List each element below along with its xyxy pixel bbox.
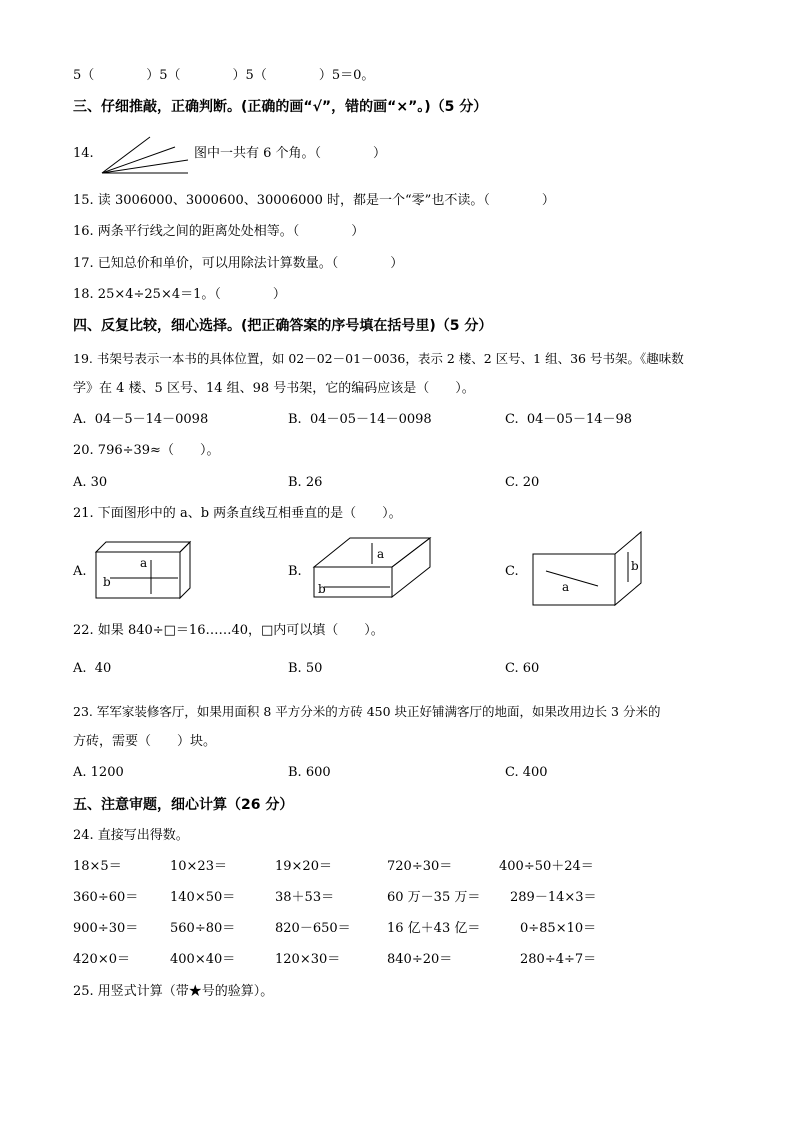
q22-option-c: C. 60 [505,661,540,676]
q25: 25. 用竖式计算（带★号的验算）。 [73,984,274,999]
calc-item: 120×30＝ [275,952,341,967]
q21-option-a: A. [73,564,87,579]
q23-line2: 方砖，需要（ ）块。 [73,734,217,749]
figure-b-slab [312,537,432,599]
q14-number: 14. [73,146,94,161]
figure-c-folded-planes [532,530,644,606]
q16: 16. 两条平行线之间的距离处处相等。（ ） [73,224,365,239]
calc-item: 420×0＝ [73,952,130,967]
calc-item: 38＋53＝ [275,890,335,905]
q15: 15. 读 3006000、3000600、30006000 时，都是一个“零”也不读。（ ） [73,193,555,208]
fill-blank-line: 5（ ）5（ ）5（ ）5＝0。 [73,68,375,83]
section-4-title: 四、反复比较，细心选择。(把正确答案的序号填在括号里)（5 分） [73,318,493,334]
calc-item: 900÷30＝ [73,921,139,936]
q22-option-b: B. 50 [288,661,323,676]
q21-option-c: C. [505,564,519,579]
q23-option-b: B. 600 [288,765,331,780]
figure-b-label-a: a [377,547,385,561]
section-3-title: 三、仔细推敲，正确判断。(正确的画“√”，错的画“×”。)（5 分） [73,99,488,115]
q19-option-b: B. 04－05－14－0098 [288,412,432,427]
calc-item: 0÷85×10＝ [520,921,597,936]
q20-option-a: A. 30 [73,475,108,490]
figure-a-label-a: a [140,556,148,570]
figure-c-label-b: b [631,559,639,573]
q19-option-a: A. 04－5－14－0098 [73,412,209,427]
q19-line2: 学》在 4 楼、5 区号、14 组、98 号书架，它的编码应该是（ ）。 [73,381,475,396]
calc-item: 400÷50＋24＝ [499,859,594,874]
calc-item: 60 万－35 万＝ [387,890,481,905]
calc-item: 360÷60＝ [73,890,139,905]
calc-item: 820－650＝ [275,921,351,936]
calc-item: 560÷80＝ [170,921,236,936]
q19-option-c: C. 04－05－14－98 [505,412,633,427]
calc-item: 18×5＝ [73,859,122,874]
q23-line1: 23. 军军家装修客厅，如果用面积 8 平方分米的方砖 450 块正好铺满客厅的地面，如果改用边长 3 分米的 [73,704,661,719]
q20-option-c: C. 20 [505,475,540,490]
q22-option-a: A. 40 [73,661,112,676]
q21-option-b: B. [288,564,302,579]
q20-option-b: B. 26 [288,475,323,490]
q18: 18. 25×4÷25×4＝1。（ ） [73,287,286,302]
q23-option-a: A. 1200 [73,765,124,780]
figure-a-box [96,542,192,600]
q24: 24. 直接写出得数。 [73,828,189,843]
figure-c-label-a: a [562,580,570,594]
calc-item: 840÷20＝ [387,952,453,967]
calc-item: 16 亿＋43 亿＝ [387,921,481,936]
q22: 22. 如果 840÷□＝16……40，□内可以填（ ）。 [73,623,384,638]
calc-item: 720÷30＝ [387,859,453,874]
q20: 20. 796÷39≈（ ）。 [73,443,220,458]
calc-item: 10×23＝ [170,859,227,874]
calc-item: 400×40＝ [170,952,236,967]
calc-item: 19×20＝ [275,859,332,874]
section-5-title: 五、注意审题，细心计算（26 分） [73,797,294,813]
calc-item: 289－14×3＝ [510,890,597,905]
q14-text: 图中一共有 6 个角。（ ） [194,146,387,161]
q19-line1: 19. 书架号表示一本书的具体位置，如 02－02－01－0036，表示 2 楼、2 区号、1 组、36 号书架。《趣味数 [73,351,684,366]
calc-item: 280÷4÷7＝ [520,952,597,967]
calc-item: 140×50＝ [170,890,236,905]
q17: 17. 已知总价和单价，可以用除法计算数量。（ ） [73,256,404,271]
q21: 21. 下面图形中的 a、b 两条直线互相垂直的是（ ）。 [73,506,402,521]
figure-b-label-b: b [318,582,326,596]
angles-figure [100,133,190,178]
figure-a-label-b: b [103,575,111,589]
q23-option-c: C. 400 [505,765,548,780]
